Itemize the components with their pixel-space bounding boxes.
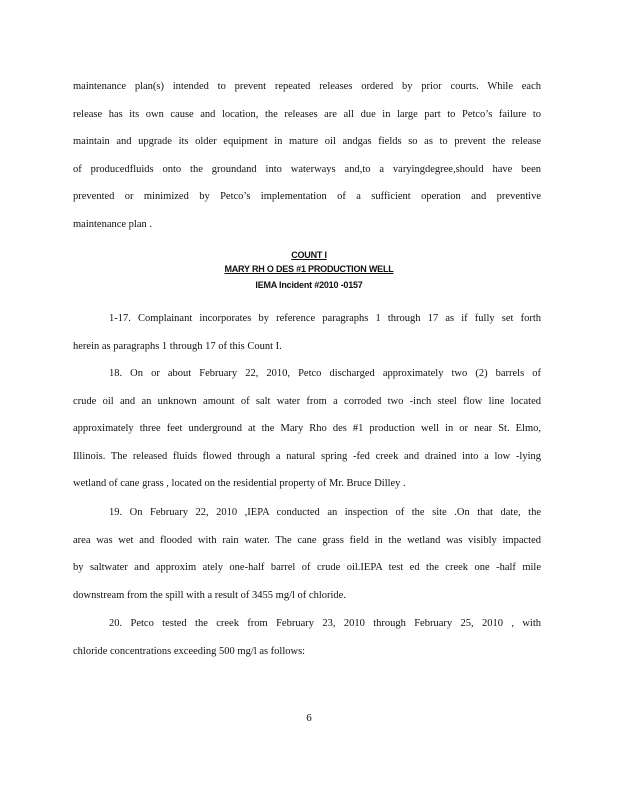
count-well-name: MARY RH O DES #1 PRODUCTION WELL xyxy=(224,264,394,274)
text-line: crude oil and an unknown amount of salt water from a corroded two -inch steel flow line located xyxy=(73,395,541,407)
text-line: herein as paragraphs 1 through 17 of this Count I. xyxy=(73,340,282,352)
text-line: 19. On February 22, 2010 ,IEPA conducted an inspection of the site .On that date, the xyxy=(109,507,541,518)
text-line: 1-17. Complainant incorporates by reference paragraphs 1 through 17 as if fully set forth xyxy=(109,313,541,324)
text-line: maintenance plan . xyxy=(73,218,153,230)
text-line: 20. Petco tested the creek from February 23, 2010 through February 25, 2010 , with xyxy=(109,618,541,629)
text-line: chloride concentrations exceeding 500 mg/l as follows: xyxy=(73,645,306,657)
paragraph-20 xyxy=(73,610,541,665)
text-line: prevented or minimized by Petco’s implementation of a sufficient operation and preventive xyxy=(73,191,541,203)
paragraph-19 xyxy=(73,499,541,609)
text-line: 18. On or about February 22, 2010, Petco discharged approximately two (2) barrels of xyxy=(109,368,541,379)
count-incident: IEMA Incident #2010 -0157 xyxy=(255,280,363,290)
text-line: maintain and upgrade its older equipment in mature oil andgas fields so as to prevent the release xyxy=(73,136,541,148)
text-line: release has its own cause and location, the releases are all due in large part to Petco’s failure to xyxy=(73,108,541,120)
text-line: of producedfluids onto the groundand into waterways and,to a varyingdegree,should have been xyxy=(73,163,541,175)
text-line: maintenance plan(s) intended to prevent repeated releases ordered by prior courts. While each xyxy=(73,81,541,92)
text-line: Illinois. The released fluids flowed through a natural spring -fed creek and drained into a low -lying xyxy=(73,450,541,462)
text-line: area was wet and flooded with rain water. The cane grass field in the wetland was visibly impacted xyxy=(73,534,541,546)
count-heading xyxy=(0,250,618,294)
text-line: downstream from the spill with a result of 3455 mg/l of chloride. xyxy=(73,589,346,601)
text-line: approximately three feet underground at the Mary Rho des #1 production well in or near St. Elmo, xyxy=(73,423,541,435)
paragraph-18 xyxy=(73,360,541,498)
count-title: COUNT I xyxy=(291,250,327,260)
paragraph-1-17 xyxy=(73,305,541,360)
paragraph-continuation xyxy=(73,73,541,239)
page-number: 6 xyxy=(306,712,312,724)
text-line: by saltwater and approxim ately one-half barrel of crude oil.IEPA test ed the creek one -half mile xyxy=(73,562,541,574)
text-line: wetland of cane grass , located on the residential property of Mr. Bruce Dilley . xyxy=(73,478,406,490)
